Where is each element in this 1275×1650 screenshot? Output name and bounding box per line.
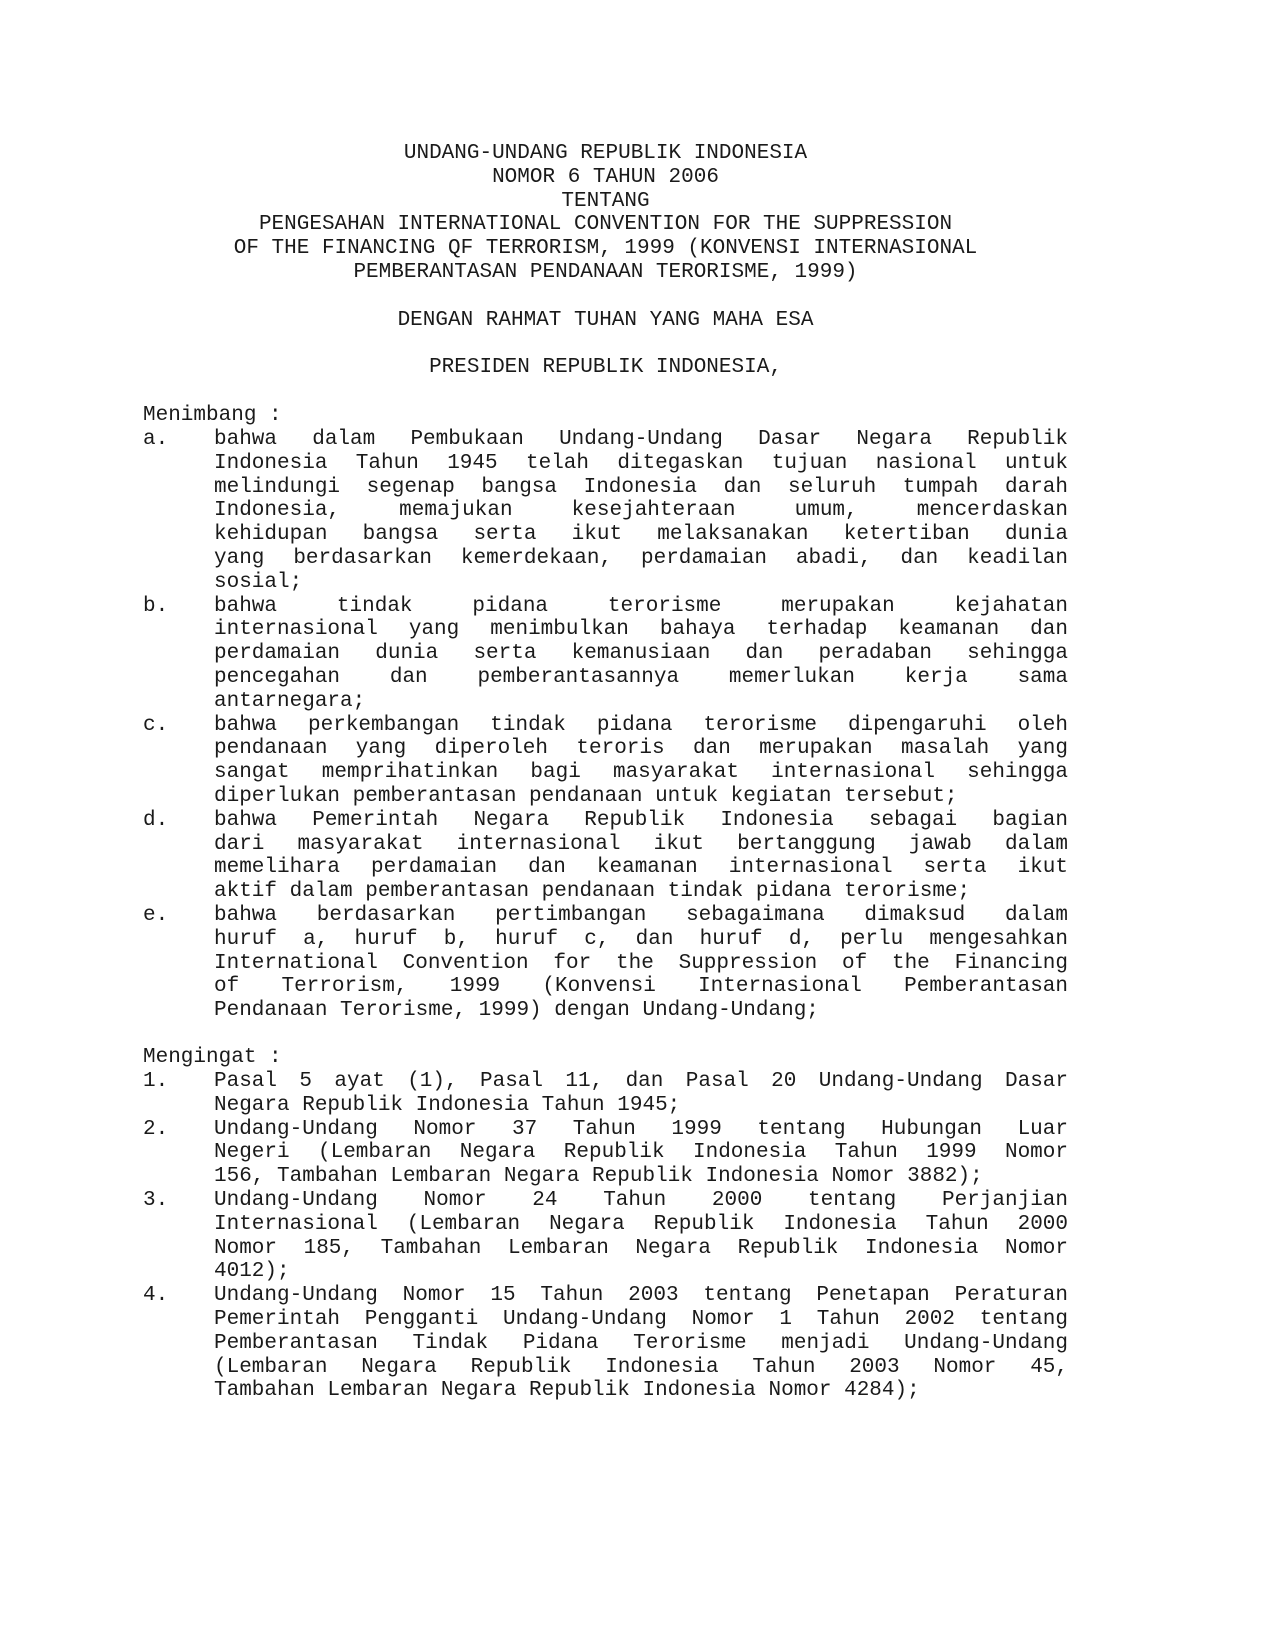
menimbang-item-marker: c. (143, 713, 169, 737)
text-line: pencegahan dan pemberantasannya memerlukan kerja sama (214, 665, 1068, 689)
invocation: DENGAN RAHMAT TUHAN YANG MAHA ESA (397, 309, 814, 332)
text-line: Pemberantasan Tindak Pidana Terorisme menjadi Undang-Undang (214, 1331, 1068, 1355)
menimbang-item-marker: b. (143, 594, 169, 618)
text-line: bahwa tindak pidana terorisme merupakan kejahatan (214, 594, 1068, 618)
mengingat-item-text (214, 1189, 1068, 1284)
text-line: melindungi segenap bangsa Indonesia dan seluruh tumpah darah (214, 475, 1068, 499)
text-line: bahwa dalam Pembukaan Undang-Undang Dasar Negara Republik (214, 428, 1068, 451)
text-line: of Terrorism, 1999 (Konvensi Internasional Pemberantasan (214, 975, 1068, 999)
text-line: perdamaian dunia serta kemanusiaan dan peradaban sehingga (214, 642, 1068, 666)
menimbang-item-text (214, 714, 1068, 809)
text-line: Internasional (Lembaran Negara Republik Indonesia Tahun 2000 (214, 1212, 1068, 1236)
menimbang-item-text (214, 428, 1068, 595)
president-heading: PRESIDEN REPUBLIK INDONESIA, (429, 356, 782, 379)
text-line: bahwa berdasarkan pertimbangan sebagaimana dimaksud dalam (214, 904, 1068, 927)
menimbang-item-text (214, 904, 1068, 1023)
text-line: huruf a, huruf b, huruf c, dan huruf d, perlu mengesahkan (214, 927, 1068, 951)
text-line: diperlukan pemberantasan pendanaan untuk kegiatan tersebut; (214, 784, 958, 808)
text-line: Indonesia, memajukan kesejahteraan umum, mencerdaskan (214, 499, 1068, 523)
mengingat-label: Mengingat : (143, 1046, 282, 1069)
text-line: sangat memprihatinkan bagi masyarakat internasional sehingga (214, 761, 1068, 785)
text-line: memelihara perdamaian dan keamanan internasional serta ikut (214, 856, 1068, 880)
text-line: antarnegara; (214, 689, 366, 713)
text-line: Indonesia Tahun 1945 telah ditegaskan tujuan nasional untuk (214, 451, 1068, 475)
title-line-5: OF THE FINANCING QF TERRORISM, 1999 (KONVENSI INTERNASIONAL (233, 237, 978, 260)
text-line: bahwa Pemerintah Negara Republik Indonesia sebagai bagian (214, 808, 1068, 832)
text-line: bahwa perkembangan tindak pidana terorisme dipengaruhi oleh (214, 713, 1068, 737)
text-line: 4012); (214, 1260, 290, 1284)
text-line: Pendanaan Terorisme, 1999) dengan Undang-Undang; (214, 999, 819, 1023)
menimbang-item-text (214, 809, 1068, 904)
title-line-3: TENTANG (561, 190, 650, 213)
mengingat-item-marker: 2. (143, 1117, 169, 1141)
text-line: Undang-Undang Nomor 24 Tahun 2000 tentang Perjanjian (214, 1189, 1068, 1212)
text-line: International Convention for the Suppression of the Financing (214, 951, 1068, 975)
text-line: pendanaan yang diperoleh teroris dan merupakan masalah yang (214, 737, 1068, 761)
text-line: internasional yang menimbulkan bahaya terhadap keamanan dan (214, 618, 1068, 642)
mengingat-item-text (214, 1284, 1068, 1403)
text-line: aktif dalam pemberantasan pendanaan tindak pidana terorisme; (214, 880, 971, 904)
text-line: kehidupan bangsa serta ikut melaksanakan ketertiban dunia (214, 523, 1068, 547)
text-line: Tambahan Lembaran Negara Republik Indonesia Nomor 4284); (214, 1379, 920, 1403)
text-line: 156, Tambahan Lembaran Negara Republik Indonesia Nomor 3882); (214, 1165, 983, 1189)
menimbang-item-marker: d. (143, 808, 169, 832)
title-line-2: NOMOR 6 TAHUN 2006 (492, 166, 719, 189)
text-line: Pemerintah Pengganti Undang-Undang Nomor 1 Tahun 2002 tentang (214, 1307, 1068, 1331)
menimbang-item-marker: e. (143, 904, 169, 927)
text-line: Nomor 185, Tambahan Lembaran Negara Republik Indonesia Nomor (214, 1236, 1068, 1260)
title-line-4: PENGESAHAN INTERNATIONAL CONVENTION FOR THE SUPPRESSION (258, 213, 953, 236)
text-line: Negara Republik Indonesia Tahun 1945; (214, 1093, 681, 1117)
text-line: Pasal 5 ayat (1), Pasal 11, dan Pasal 20 Undang-Undang Dasar (214, 1070, 1068, 1093)
menimbang-label: Menimbang : (143, 404, 282, 427)
text-line: Undang-Undang Nomor 15 Tahun 2003 tentang Penetapan Peraturan (214, 1284, 1068, 1308)
mengingat-item-marker: 4. (143, 1284, 169, 1308)
title-line-6: PEMBERANTASAN PENDANAAN TERORISME, 1999) (353, 261, 858, 284)
text-line: Negeri (Lembaran Negara Republik Indonesia Tahun 1999 Nomor (214, 1141, 1068, 1165)
text-line: Undang-Undang Nomor 37 Tahun 1999 tentang Hubungan Luar (214, 1117, 1068, 1141)
title-line-1: UNDANG-UNDANG REPUBLIK INDONESIA (403, 142, 808, 165)
mengingat-item-text (214, 1070, 1068, 1118)
text-line: yang berdasarkan kemerdekaan, perdamaian abadi, dan keadilan (214, 546, 1068, 570)
mengingat-item-text (214, 1118, 1068, 1189)
text-line: (Lembaran Negara Republik Indonesia Tahun 2003 Nomor 45, (214, 1355, 1068, 1379)
mengingat-item-marker: 1. (143, 1070, 169, 1093)
text-line: sosial; (214, 570, 303, 594)
mengingat-item-marker: 3. (143, 1189, 169, 1212)
text-line: dari masyarakat internasional ikut bertanggung jawab dalam (214, 832, 1068, 856)
menimbang-item-marker: a. (143, 428, 169, 451)
menimbang-item-text (214, 595, 1068, 714)
